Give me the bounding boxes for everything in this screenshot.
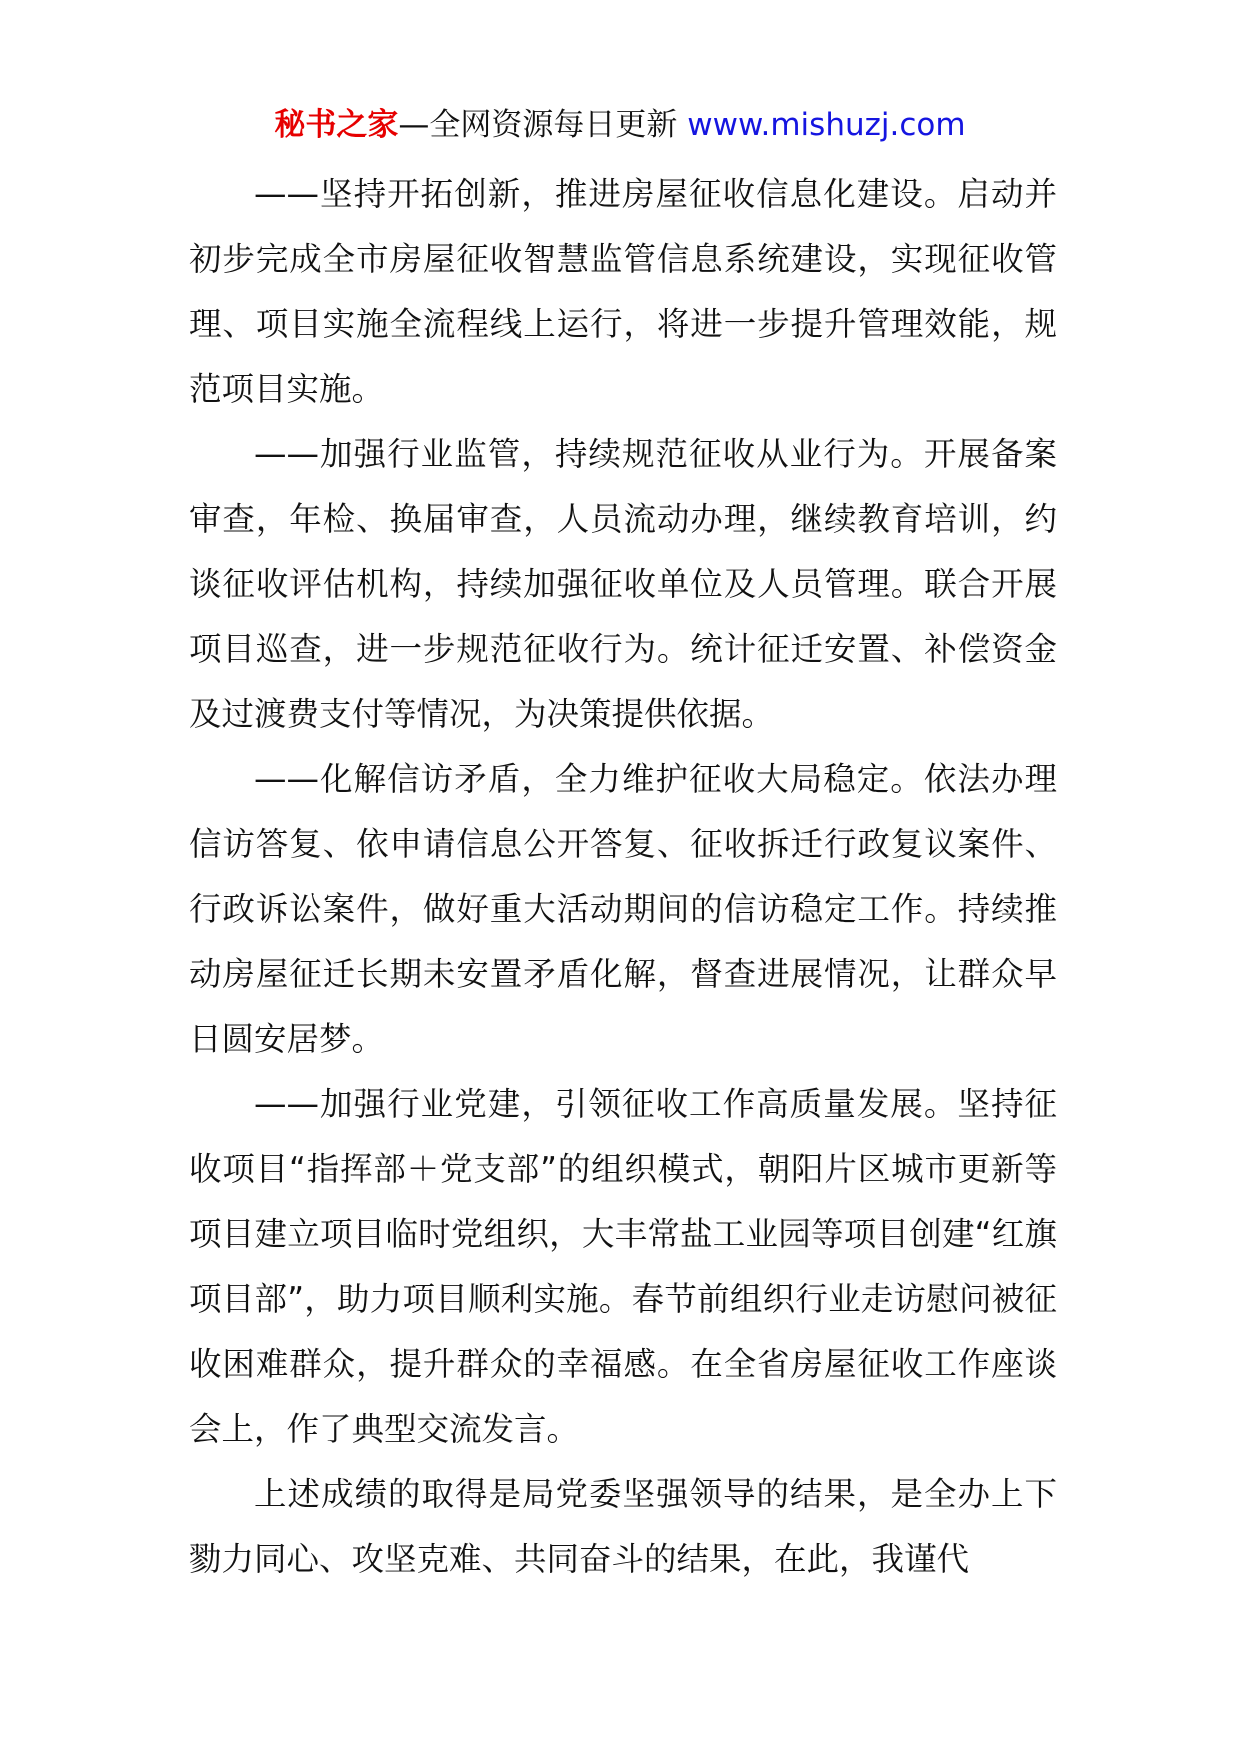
site-url-link[interactable]: www.mishuzj.com	[687, 107, 966, 143]
site-brand: 秘书之家	[274, 107, 399, 143]
site-header	[0, 103, 1240, 147]
paragraph-supervision: ——加强行业监管，持续规范征收从业行为。开展备案审查，年检、换届审查，人员流动办理，继续教育培训，约谈征收评估机构，持续加强征收单位及人员管理。联合开展项目巡查，进一步规范征收行为。统计征迁安置、补偿资金及过渡费支付等情况，为决策提供依据。	[189, 435, 1057, 733]
site-tagline: —全网资源每日更新	[398, 107, 688, 143]
paragraph-innovation: ——坚持开拓创新，推进房屋征收信息化建设。启动并初步完成全市房屋征收智慧监管信息系统建设，实现征收管理、项目实施全流程线上运行，将进一步提升管理效能，规范项目实施。	[189, 175, 1057, 408]
document-body	[189, 162, 1057, 1592]
paragraph-petition: ——化解信访矛盾，全力维护征收大局稳定。依法办理信访答复、依申请信息公开答复、征收拆迁行政复议案件、行政诉讼案件，做好重大活动期间的信访稳定工作。持续推动房屋征迁长期未安置矛盾化解，督查进展情况，让群众早日圆安居梦。	[189, 760, 1057, 1058]
paragraph-party-building: ——加强行业党建，引领征收工作高质量发展。坚持征收项目“指挥部＋党支部”的组织模式，朝阳片区城市更新等项目建立项目临时党组织，大丰常盐工业园等项目创建“红旗项目部”，助力项目顺利实施。春节前组织行业走访慰问被征收困难群众，提升群众的幸福感。在全省房屋征收工作座谈会上，作了典型交流发言。	[189, 1085, 1057, 1448]
paragraph-conclusion: 上述成绩的取得是局党委坚强领导的结果，是全办上下勠力同心、攻坚克难、共同奋斗的结果，在此，我谨代	[189, 1475, 1057, 1578]
